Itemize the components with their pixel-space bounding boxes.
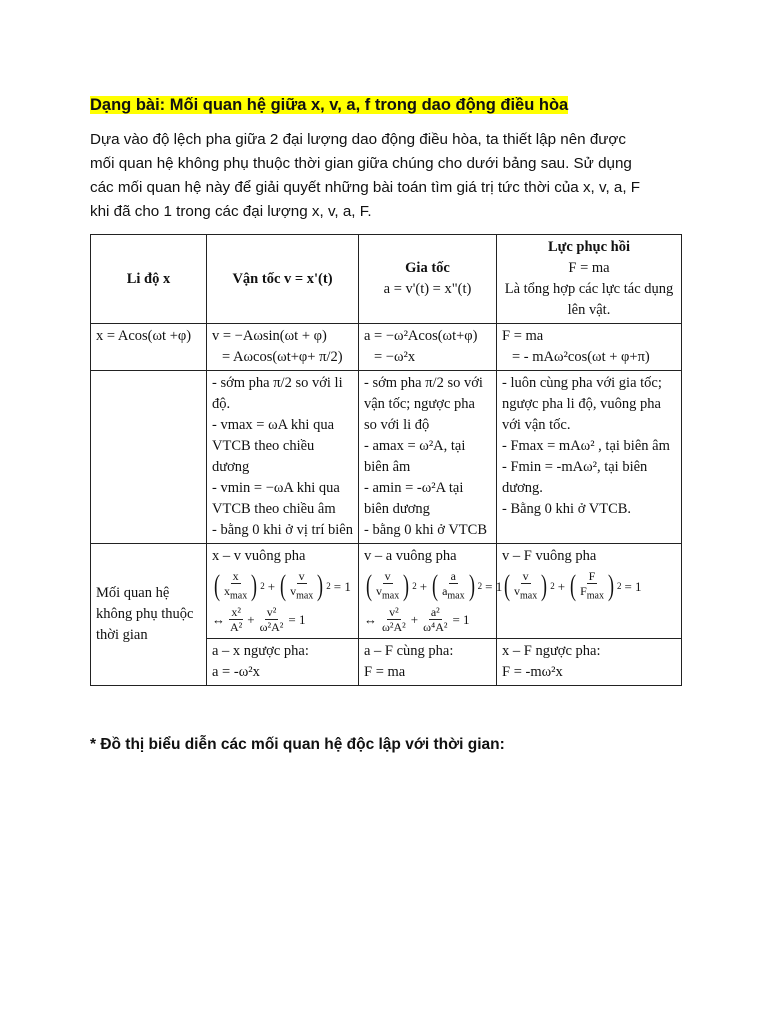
intro-line: các mối quan hệ này để giải quyết những bài toán tìm giá trị tức thời của x, v, a, F bbox=[90, 179, 641, 196]
formula-va-1: ( $\frac{v}{v_{max}}$ ) 2 + ( $\frac{a}{a_{max}}$ ) 2 = 1 bbox=[366, 569, 503, 603]
cell-xv-relation: x – v vuông pha ( $\frac{x}{x_{max}}$ ) 2 + ( $\frac{v}{v_{max}}$ ) 2 = 1 ↔ $\frac{\text{x²}}{\text{A²}}$ + $\frac{\text{v²}}{\text{ω²A²}}$ = 1 bbox=[207, 544, 359, 639]
cell-va-relation: v – a vuông pha ( $\frac{v}{v_{max}}$ ) 2 + ( $\frac{a}{a_{max}}$ ) 2 = 1 ↔ $\frac{\text{v²}}{\text{ω²A²}}$ + $\frac{\text{a²}}{\text{ω⁴A²}}$ = 1 bbox=[359, 544, 497, 639]
cell-ax-relation: a – x ngược pha: a = -ω²x bbox=[207, 639, 359, 686]
cell-vf-relation: v – F vuông pha ( $\frac{v}{v_{max}}$ ) 2 + ( $\frac{F}{F_{max}}$ ) 2 = 1 bbox=[497, 544, 682, 639]
formula-vf-1: ( $\frac{v}{v_{max}}$ ) 2 + ( $\frac{F}{F_{max}}$ ) 2 = 1 bbox=[504, 569, 642, 603]
header-a: Gia tốc a = v'(t) = x"(t) bbox=[359, 235, 497, 324]
header-x: Li độ x bbox=[91, 235, 207, 324]
cell-f-formula: F = ma = - mAω²cos(ωt + φ+π) bbox=[497, 324, 682, 371]
formula-xv-2: ↔ $\frac{\text{x²}}{\text{A²}}$ + $\frac{\text{v²}}{\text{ω²A²}}$ = 1 bbox=[212, 605, 306, 635]
cell-x-formula: x = Acos(ωt +φ) bbox=[91, 324, 207, 371]
cell-f-props: - luôn cùng pha với gia tốc; ngược pha li độ, vuông pha với vận tốc. - Fmax = mAω² , tại biên âm - Fmin = -mAω², tại biên dương. - Bằng 0 khi ở VTCB. bbox=[497, 371, 682, 544]
cell-af-relation: a – F cùng pha: F = ma bbox=[359, 639, 497, 686]
table-row-properties bbox=[91, 371, 682, 544]
cell-a-props: - sớm pha π/2 so với vận tốc; ngược pha so với li độ - amax = ω²A, tại biên âm - amin = -ω²A tại biên dương - bằng 0 khi ở VTCB bbox=[359, 371, 497, 544]
table-row-formulas bbox=[91, 324, 682, 371]
header-v: Vận tốc v = x'(t) bbox=[207, 235, 359, 324]
intro-line: khi đã cho 1 trong các đại lượng x, v, a, F. bbox=[90, 203, 372, 220]
intro-paragraph bbox=[90, 128, 690, 224]
table-header-row bbox=[91, 235, 682, 324]
formula-xv-1: ( $\frac{x}{x_{max}}$ ) 2 + ( $\frac{v}{v_{max}}$ ) 2 = 1 bbox=[214, 569, 351, 603]
table-row-relations bbox=[91, 544, 682, 639]
cell-a-formula: a = −ω²Acos(ωt+φ) = −ω²x bbox=[359, 324, 497, 371]
cell-v-props: - sớm pha π/2 so với li độ. - vmax = ωA khi qua VTCB theo chiều dương - vmin = −ωA khi qua VTCB theo chiều âm - bằng 0 khi ở vị trí biên bbox=[207, 371, 359, 544]
cell-xf-relation: x – F ngược pha: F = -mω²x bbox=[497, 639, 682, 686]
graph-section-heading: * Đồ thị biểu diễn các mối quan hệ độc lập với thời gian: bbox=[90, 736, 505, 753]
relations-table bbox=[90, 234, 682, 686]
page-title: Dạng bài: Mối quan hệ giữa x, v, a, f trong dao động điều hòa bbox=[90, 96, 569, 114]
cell-v-formula: v = −Aωsin(ωt + φ) = Aωcos(ωt+φ+ π/2) bbox=[207, 324, 359, 371]
formula-va-2: ↔ $\frac{\text{v²}}{\text{ω²A²}}$ + $\frac{\text{a²}}{\text{ω⁴A²}}$ = 1 bbox=[364, 605, 470, 635]
header-f: Lực phục hồi F = ma Là tổng hợp các lực tác dụng lên vật. bbox=[497, 235, 682, 324]
intro-line: mối quan hệ không phụ thuộc thời gian giữa chúng cho dưới bảng sau. Sử dụng bbox=[90, 155, 632, 172]
cell-x-props bbox=[91, 371, 207, 544]
cell-relations-label: Mối quan hệ không phụ thuộc thời gian bbox=[91, 544, 207, 686]
intro-line: Dựa vào độ lệch pha giữa 2 đại lượng dao động điều hòa, ta thiết lập nên được bbox=[90, 131, 626, 148]
